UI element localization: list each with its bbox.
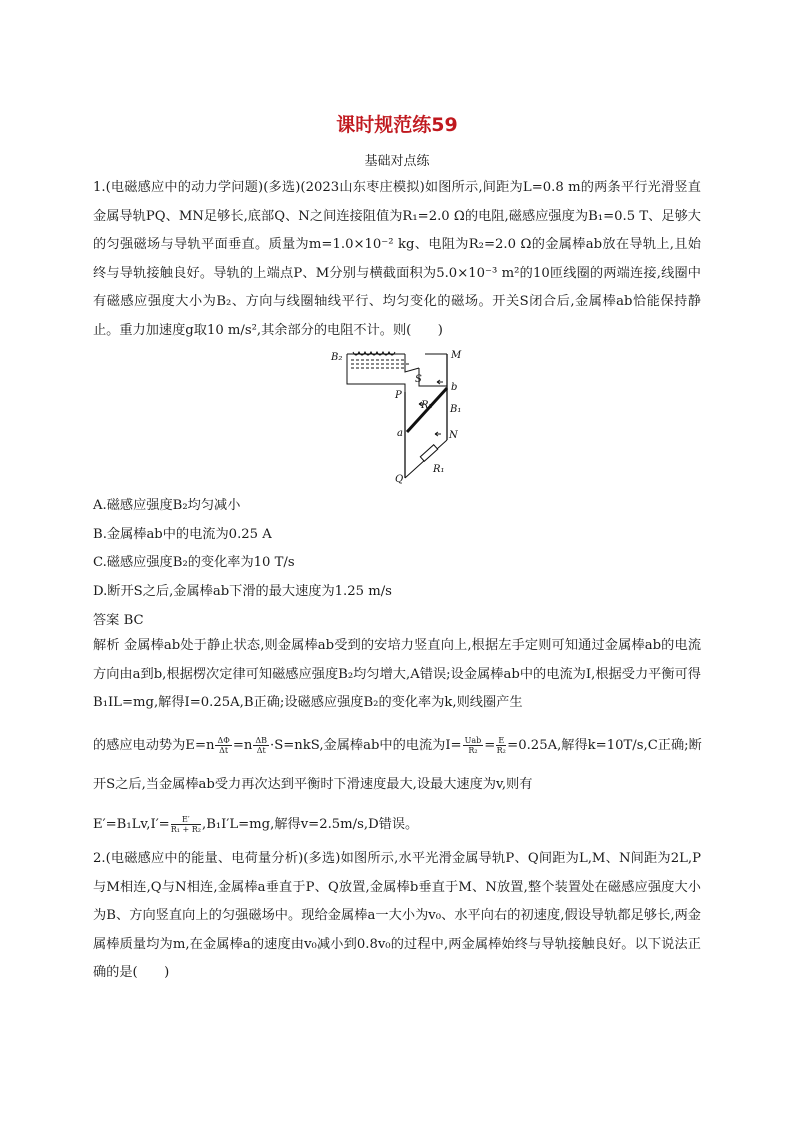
option-d: D.断开S之后,金属棒ab下滑的最大速度为1.25 m/s — [93, 584, 392, 599]
section-title: 基础对点练 — [364, 154, 430, 169]
fraction-dphi-dt: $\frac{\Delta\Phi}{\Delta t}$ — [217, 736, 230, 755]
analysis-part-2: 的感应电动势为E=n $\frac{\Delta\Phi}{\Delta t}$ =n $\frac{\Delta B}{\Delta t}$ ·S=nkS,金属棒ab中的电流为I= $\frac{\text{Uab}}{\text{R₂}}$ = $\frac{E}{\text{R₂}}$ =0.25A,解得k=10T/s,C正确;断 — [93, 736, 702, 755]
analysis-part-1: 解析 金属棒ab处于静止状态,则金属棒ab受到的安培力竖直向上,根据左手定则可知通过金属棒ab的电流方向由a到b,根据楞次定律可知磁感应强度B₂均匀增大,A错误;设金属棒ab中的电流为I,根据受力平衡可得B₁IL=mg,解得I=0.25A,B正确;设磁感应强度B₂的变化率为k,则线圈产生 — [93, 638, 701, 710]
label-n: N — [449, 430, 458, 441]
option-a: A.磁感应强度B₂均匀减小 — [93, 498, 241, 513]
fraction-db-dt: $\frac{\Delta B}{\Delta t}$ — [255, 736, 268, 755]
label-m: M — [451, 350, 462, 361]
fraction-uab-r2: $\frac{\text{Uab}}{\text{R₂}}$ — [464, 736, 482, 755]
question-1-stem: 1.(电磁感应中的动力学问题)(多选)(2023山东枣庄模拟)如图所示,间距为L=0.8 m的两条平行光滑竖直金属导轨PQ、MN足够长,底部Q、N之间连接阻值为R₁=2.0 Ω的电阻,磁感应强度为B₁=0.5 T、足够大的匀强磁场与导轨平面垂直。质量为m=1.0×10⁻² kg、电阻为R₂=2.0 Ω的金属棒ab放在导轨上,且始终与导轨接触良好。导轨的上端点P、M分别与横截面积为5.0×10⁻³ m²的10匝线圈的两端连接,线圈中有磁感应强度大小为B₂、方向与线圈轴线平行、均匀变化的磁场。开关S闭合后,金属棒ab恰能保持静止。重力加速度g取10 m/s²,其余部分的电阻不计。则( ) — [93, 180, 701, 338]
circuit-diagram — [325, 346, 475, 486]
label-b: b — [451, 382, 458, 393]
page-title: 课时规范练59 — [336, 114, 458, 136]
label-p: P — [395, 390, 402, 401]
label-b1: B₁ — [450, 404, 462, 415]
option-b: B.金属棒ab中的电流为0.25 A — [93, 527, 272, 542]
label-s: S — [415, 374, 422, 385]
label-a: a — [397, 428, 403, 439]
label-q: Q — [395, 474, 404, 485]
answer: 答案 BC — [93, 613, 144, 628]
label-r1: R₁ — [433, 464, 445, 475]
analysis-part-4: E′=B₁Lv,I′= $\frac{E'}{\text{R₁ + R₂}}$ ,B₁I′L=mg,解得v=2.5m/s,D错误。 — [93, 815, 419, 834]
fraction-e-prime: $\frac{E'}{\text{R₁ + R₂}}$ — [170, 815, 201, 834]
label-r2: R₂ — [421, 400, 433, 411]
option-c: C.磁感应强度B₂的变化率为10 T/s — [93, 555, 295, 570]
label-b2: B₂ — [331, 352, 343, 363]
fraction-e-r2: $\frac{E}{\text{R₂}}$ — [496, 736, 506, 755]
analysis-part-3: 开S之后,当金属棒ab受力再次达到平衡时下滑速度最大,设最大速度为v,则有 — [93, 777, 533, 792]
question-2-stem: 2.(电磁感应中的能量、电荷量分析)(多选)如图所示,水平光滑金属导轨P、Q间距为L,M、N间距为2L,P与M相连,Q与N相连,金属棒a垂直于P、Q放置,金属棒b垂直于M、N放置,整个装置处在磁感应强度大小为B、方向竖直向上的匀强磁场中。现给金属棒a一大小为v₀、水平向右的初速度,假设导轨都足够长,两金属棒质量均为m,在金属棒a的速度由v₀减小到0.8v₀的过程中,两金属棒始终与导轨接触良好。以下说法正确的是( ) — [93, 851, 701, 980]
